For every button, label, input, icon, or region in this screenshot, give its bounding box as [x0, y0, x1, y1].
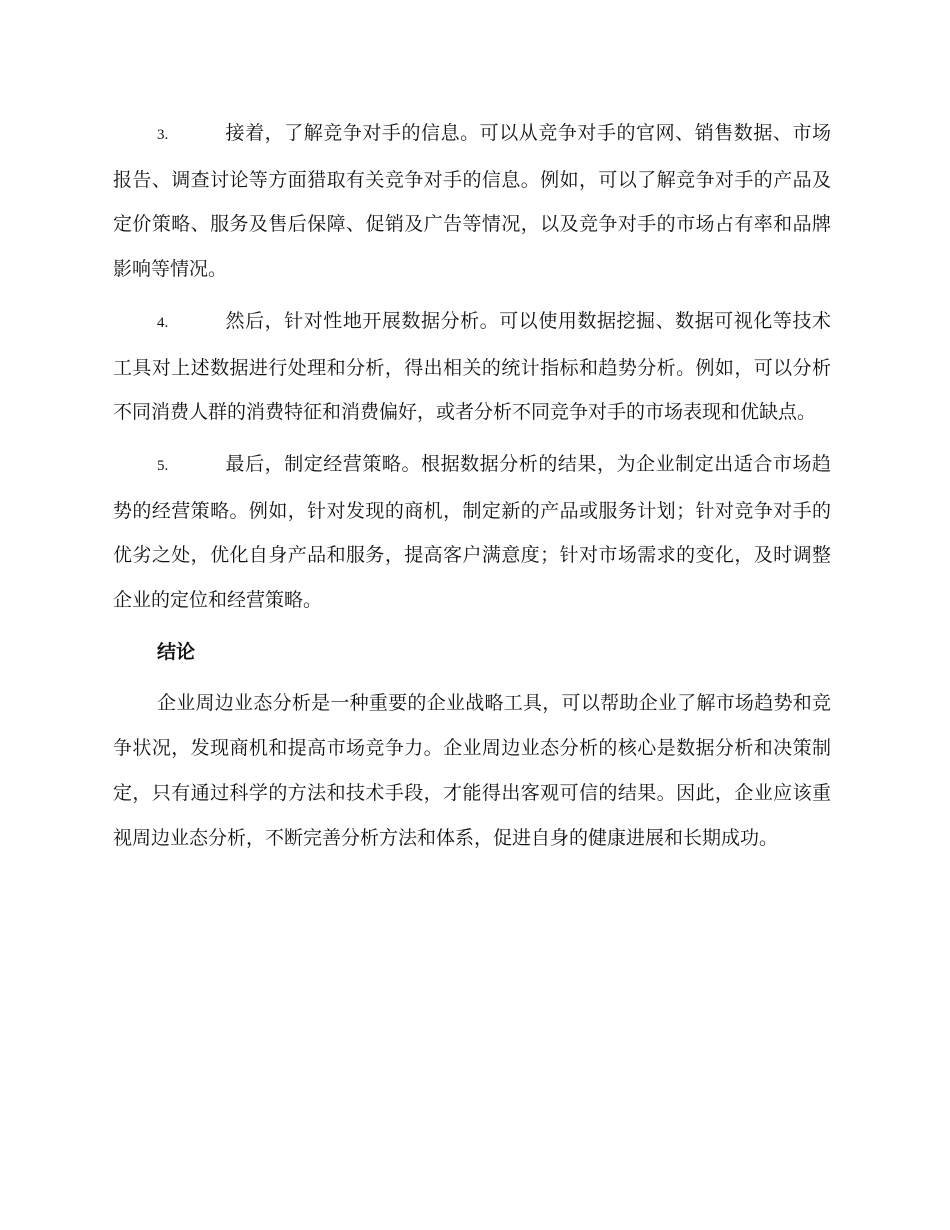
list-item-4	[113, 299, 831, 435]
paragraph-gap	[113, 435, 831, 442]
list-item-5	[113, 442, 831, 623]
list-item-text: 最后，制定经营策略。根据数据分析的结果，为企业制定出适合市场趋势的经营策略。例如，针对发现的商机，制定新的产品或服务计划；针对竞争对手的优劣之处，优化自身产品和服务，提高客户满意度；针对市场需求的变化，及时调整企业的定位和经营策略。	[113, 452, 831, 612]
list-item-text: 然后，针对性地开展数据分析。可以使用数据挖掘、数据可视化等技术工具对上述数据进行处理和分析，得出相关的统计指标和趋势分析。例如，可以分析不同消费人群的消费特征和消费偏好，或者分析不同竞争对手的市场表现和优缺点。	[113, 309, 831, 424]
list-number: 4.	[157, 314, 169, 331]
list-item-3	[113, 111, 831, 292]
list-number: 3.	[157, 127, 169, 143]
list-number: 5.	[157, 457, 169, 474]
paragraph-gap	[113, 623, 831, 630]
conclusion-paragraph: 企业周边业态分析是一种重要的企业战略工具，可以帮助企业了解市场趋势和竞争状况，发现商机和提高市场竞争力。企业周边业态分析的核心是数据分析和决策制定，只有通过科学的方法和技术手段，才能得出客观可信的结果。因此，企业应该重视周边业态分析，不断完善分析方法和体系，促进自身的健康进展和长期成功。	[113, 692, 831, 849]
paragraph-gap	[113, 674, 831, 681]
conclusion-heading: 结论	[157, 640, 196, 663]
paragraph-gap	[113, 292, 831, 299]
list-item-text: 接着，了解竞争对手的信息。可以从竞争对手的官网、销售数据、市场报告、调查讨论等方面猎取有关竞争对手的信息。例如，可以了解竞争对手的产品及定价策略、服务及售后保障、促销及广告等情况，以及竞争对手的市场占有率和品牌影响等情况。	[113, 122, 831, 281]
document-body	[113, 111, 831, 860]
